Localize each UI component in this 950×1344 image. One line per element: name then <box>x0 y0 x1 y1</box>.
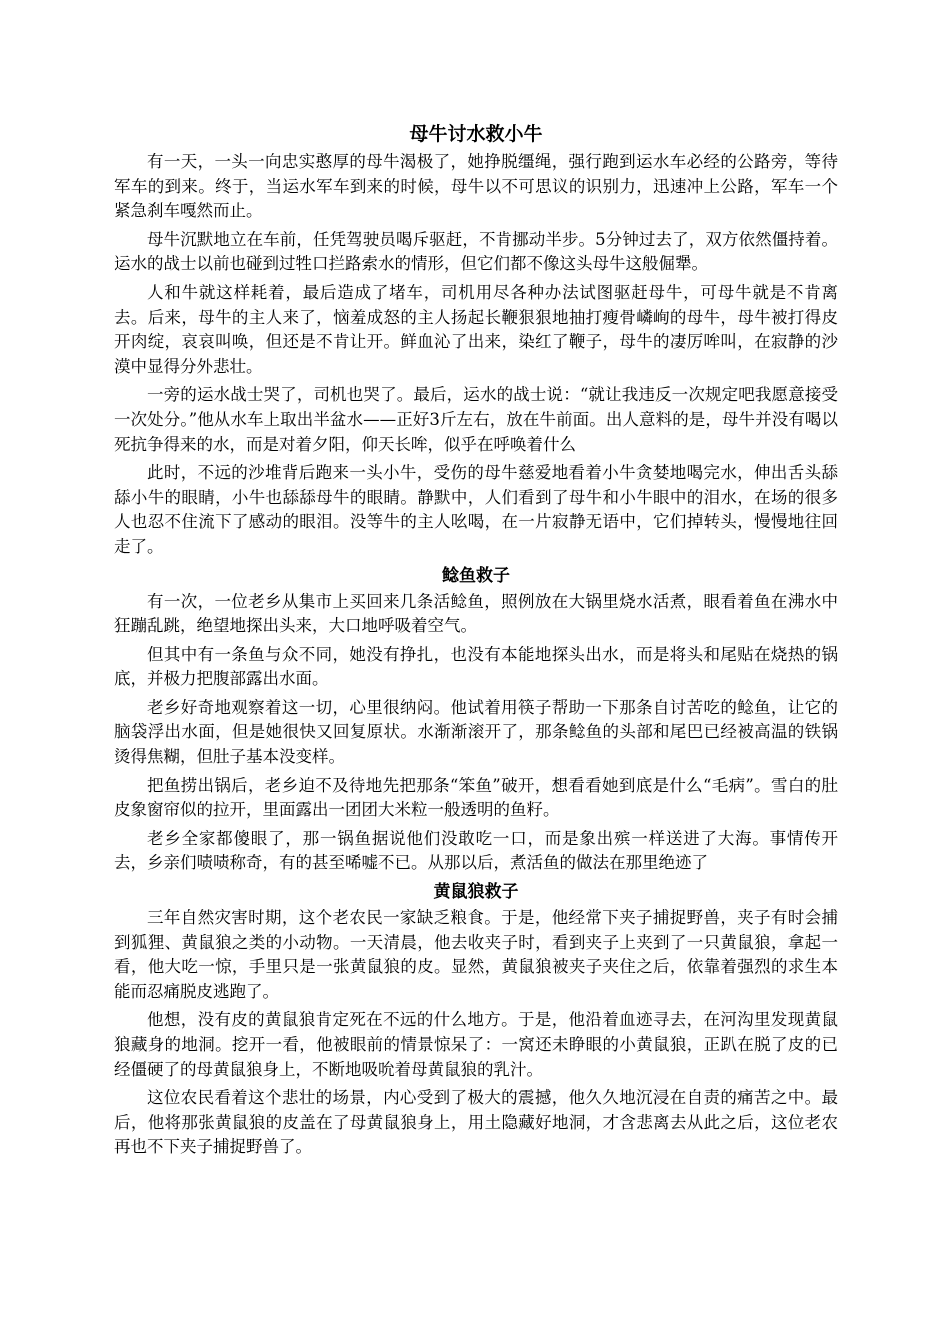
document-page <box>114 118 838 1160</box>
story-paragraph: 母牛沉默地立在车前，任凭驾驶员喝斥驱赶，不肯挪动半步。5分钟过去了，双方依然僵持着。运水的战士以前也碰到过牲口拦路索水的情形，但它们都不像这头母牛这般倔犟。 <box>114 229 838 274</box>
story-paragraph: 老乡好奇地观察着这一切，心里很纳闷。他试着用筷子帮助一下那条自讨苦吃的鲶鱼，让它的脑袋浮出水面，但是她很快又回复原状。水渐渐滚开了，那条鲶鱼的头部和尾巴已经被高温的铁锅烫得焦糊，但肚子基本没变样。 <box>114 697 838 767</box>
story-paragraph: 有一天，一头一向忠实憨厚的母牛渴极了，她挣脱缰绳，强行跑到运水车必经的公路旁，等待军车的到来。终于，当运水军车到来的时候，母牛以不可思议的识别力，迅速冲上公路，军车一个紧急刹车嘎然而止。 <box>114 152 838 221</box>
story-title: 黄鼠狼救子 <box>433 882 519 903</box>
story-weasel <box>114 878 838 1160</box>
story-paragraph: 有一次，一位老乡从集市上买回来几条活鲶鱼，照例放在大锅里烧水活煮，眼看着鱼在沸水中狂蹦乱跳，绝望地探出头来，大口地呼吸着空气。 <box>114 591 838 636</box>
story-paragraph: 一旁的运水战士哭了，司机也哭了。最后，运水的战士说：“就让我违反一次规定吧我愿意接受一次处分。”他从水车上取出半盆水——正好3斤左右，放在牛前面。出人意料的是，母牛并没有喝以死抗争得来的水，而是对着夕阳，仰天长哞，似乎在呼唤着什么 <box>114 385 838 454</box>
story-paragraph: 把鱼捞出锅后，老乡迫不及待地先把那条“笨鱼”破开，想看看她到底是什么“毛病”。雪白的肚皮象窗帘似的拉开，里面露出一团团大米粒一般透明的鱼籽。 <box>114 775 838 820</box>
story-paragraph: 但其中有一条鱼与众不同，她没有挣扎，也没有本能地探头出水，而是将头和尾贴在烧热的锅底，并极力把腹部露出水面。 <box>114 644 838 689</box>
story-title: 鲶鱼救子 <box>442 565 510 586</box>
story-paragraph: 他想，没有皮的黄鼠狼肯定死在不远的什么地方。于是，他沿着血迹寻去，在河沟里发现黄鼠狼藏身的地洞。挖开一看，他被眼前的情景惊呆了：一窝还未睁眼的小黄鼠狼，正趴在脱了皮的已经僵硬了的母黄鼠狼身上，不断地吸吮着母黄鼠狼的乳汁。 <box>114 1010 838 1079</box>
story-paragraph: 这位农民看着这个悲壮的场景，内心受到了极大的震撼，他久久地沉浸在自责的痛苦之中。最后，他将那张黄鼠狼的皮盖在了母黄鼠狼身上，用土隐藏好地洞，才含悲离去从此之后，这位老农再也不下夹子捕捉野兽了。 <box>114 1088 838 1157</box>
story-title: 母牛讨水救小牛 <box>409 123 543 145</box>
story-paragraph: 人和牛就这样耗着，最后造成了堵车，司机用尽各种办法试图驱赶母牛，可母牛就是不肯离去。后来，母牛的主人来了，恼羞成怒的主人扬起长鞭狠狠地抽打瘦骨嶙峋的母牛，母牛被打得皮开肉绽，哀哀叫唤，但还是不肯让开。鲜血沁了出来，染红了鞭子，母牛的凄厉哞叫，在寂静的沙漠中显得分外悲壮。 <box>114 282 838 376</box>
story-paragraph: 三年自然灾害时期，这个老农民一家缺乏粮食。于是，他经常下夹子捕捉野兽，夹子有时会捕到狐狸、黄鼠狼之类的小动物。一天清晨，他去收夹子时，看到夹子上夹到了一只黄鼠狼，拿起一看，他大吃一惊，手里只是一张黄鼠狼的皮。显然，黄鼠狼被夹子夹住之后，依靠着强烈的求生本能而忍痛脱皮逃跑了。 <box>114 908 838 1001</box>
story-cow <box>114 118 838 560</box>
story-paragraph: 老乡全家都傻眼了，那一锅鱼据说他们没敢吃一口，而是象出殡一样送进了大海。事情传开去，乡亲们啧啧称奇，有的甚至唏嘘不已。从那以后，煮活鱼的做法在那里绝迹了 <box>114 828 838 873</box>
story-catfish <box>114 562 838 877</box>
story-paragraph: 此时，不远的沙堆背后跑来一头小牛，受伤的母牛慈爱地看着小牛贪婪地喝完水，伸出舌头舔舔小牛的眼睛，小牛也舔舔母牛的眼睛。静默中，人们看到了母牛和小牛眼中的泪水，在场的很多人也忍不住流下了感动的眼泪。没等牛的主人吆喝，在一片寂静无语中，它们掉转头，慢慢地往回走了。 <box>114 463 838 556</box>
